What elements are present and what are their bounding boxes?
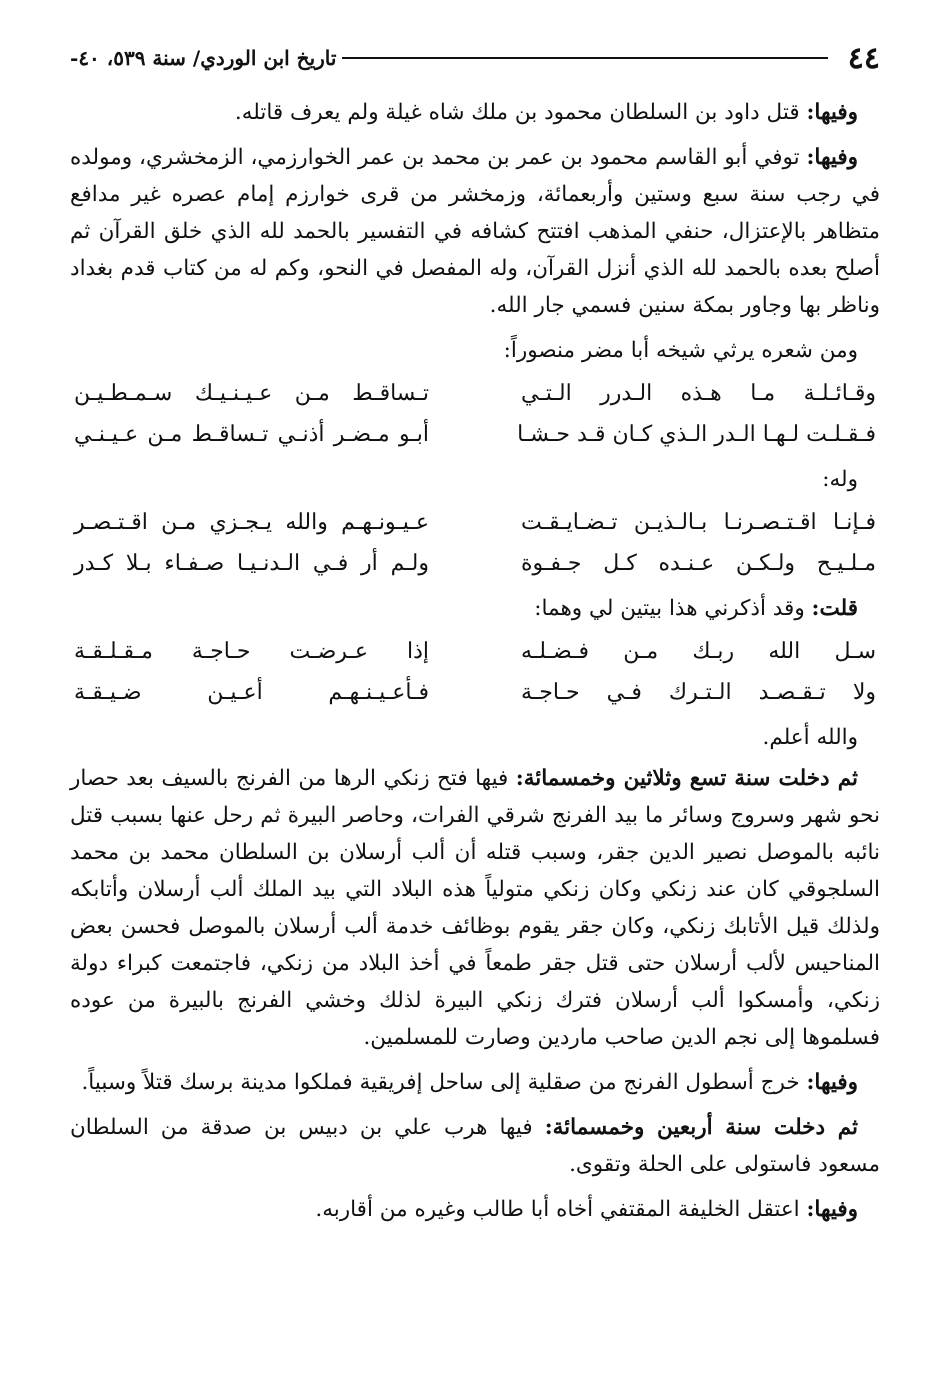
book-page xyxy=(70,36,880,1236)
paragraph xyxy=(70,1109,880,1183)
running-title: تاريخ ابن الوردي/ سنة ٥٣٩، ٤٠- xyxy=(70,46,337,70)
paragraph-text: قتل داود بن السلطان محمود بن ملك شاه غيلة ولم يعرف قاتله. xyxy=(234,100,807,125)
verse-first-hemistich: فـإنـا اقـتـصـرنـا بـالـذيـن تـضـايـقـت xyxy=(521,510,876,535)
verse-first-hemistich: سـل الله ربـك مـن فـضـلـه xyxy=(521,639,876,664)
verse-first-hemistich: مـلـيـح ولـكـن عـنـده كـل جـفـوة xyxy=(521,551,876,576)
poem-verse xyxy=(70,373,880,414)
paragraph xyxy=(70,1064,880,1101)
verse-second-hemistich: إذا عـرضـت حـاجـة مـقـلـقـة xyxy=(74,639,429,664)
paragraph-keyword: ثم دخلت سنة تسع وثلاثين وخمسمائة: xyxy=(515,766,858,791)
verse-first-hemistich: وقـائـلـة مـا هـذه الـدرر الـتـي xyxy=(521,381,876,406)
poem-intro: ومن شعره يرثي شيخه أبا مضر منصوراً: xyxy=(503,338,858,363)
paragraph-keyword: وفيها: xyxy=(806,1197,858,1222)
paragraph xyxy=(70,1191,880,1228)
verse-second-hemistich: ولـم أر فـي الـدنـيـا صـفـاء بـلا كـدر xyxy=(74,551,429,576)
page-number: ٤٤ xyxy=(847,40,880,76)
paragraph-text: وقد أذكرني هذا بيتين لي وهما: xyxy=(534,596,812,621)
poem-verse xyxy=(70,543,880,584)
poem-verse xyxy=(70,672,880,713)
paragraph-keyword: وفيها: xyxy=(806,100,858,125)
paragraph-text: فيها هرب علي بن دبيس بن صدقة من السلطان مسعود فاستولى على الحلة وتقوى. xyxy=(70,1115,880,1177)
paragraph-text: فيها فتح زنكي الرها من الفرنج بالسيف بعد حصار نحو شهر وسروج وسائر ما بيد الفرنج شرقي الفرات، وحاصر البيرة ثم رحل عنها بسبب قتل نائبه بالموصل نصير الدين جقر، وسبب قتله أن ألب أرسلان بن السلطان محمد بن محمد السلجوقي كان عند زنكي وكان زنكي متولياً هذه البلاد التي بيد الملك ألب أرسلان وأتابكه ولذلك قيل الأتابك زنكي، وكان جقر يقوم بوظائف خدمة ألب أرسلان بالموصل فحسن بعض المناحيس لألب أرسلان حتى قتل جقر طمعاً في أخذ البلاد من زنكي، فاجتمعت كبراء دولة زنكي، وأمسكوا ألب أرسلان فترك زنكي البيرة لذلك وخشي الفرنج بالبيرة من عوده فسلموها إلى نجم الدين صاحب ماردين وصارت للمسلمين. xyxy=(70,766,880,1050)
paragraph-keyword: وفيها: xyxy=(806,145,858,170)
paragraph xyxy=(70,94,880,131)
verse-second-hemistich: تـساقـط مـن عـيـنـيـك سـمـطـيـن xyxy=(74,381,429,406)
paragraph xyxy=(70,760,880,1056)
verse-second-hemistich: فـأعـيـنـهـم أعـيـن ضـيـقـة xyxy=(74,680,429,705)
page-body xyxy=(70,94,880,1228)
header-rule xyxy=(342,57,827,59)
poem-verse xyxy=(70,502,880,543)
paragraph-text: اعتقل الخليفة المقتفي أخاه أبا طالب وغيره من أقاربه. xyxy=(315,1197,807,1222)
verse-second-hemistich: عـيـونـهـم والله يـجـزي مـن اقـتـصـر xyxy=(74,510,429,535)
page-header xyxy=(70,36,880,80)
poem-verse xyxy=(70,631,880,672)
verse-first-hemistich: ولا تـقـصـد الـتـرك فـي حـاجـة xyxy=(521,680,876,705)
paragraph-text: خرج أسطول الفرنج من صقلية إلى ساحل إفريقية فملكوا مدينة برسك قتلاً وسبياً. xyxy=(81,1070,807,1095)
poem-intro: وله: xyxy=(822,467,858,492)
verse-first-hemistich: فـقـلـت لـهـا الـدر الـذي كـان قـد حـشـا xyxy=(517,422,876,447)
poem-closing: والله أعلم. xyxy=(762,725,858,750)
paragraph xyxy=(70,139,880,324)
poem-intro xyxy=(70,590,880,627)
paragraph-keyword: ثم دخلت سنة أربعين وخمسمائة: xyxy=(544,1115,858,1140)
paragraph-keyword: وفيها: xyxy=(806,1070,858,1095)
paragraph-keyword: قلت: xyxy=(811,596,858,621)
poem-verse xyxy=(70,414,880,455)
verse-second-hemistich: أبـو مـضـر أذنـي تـساقـط مـن عـيـنـي xyxy=(74,422,429,447)
paragraph-text: توفي أبو القاسم محمود بن عمر بن محمد بن عمر الخوارزمي، الزمخشري، ومولده في رجب سنة سبع وستين وأربعمائة، وزمخشر من قرى خوارزم إمام عصره غير مدافع متظاهر بالإعتزال، حنفي المذهب افتتح كشافه في التفسير بالحمد لله الذي خلق القرآن ثم أصلح بعده بالحمد لله الذي أنزل القرآن، وله المفصل في النحو، وكم له من كتاب قدم بغداد وناظر بها وجاور بمكة سنين فسمي جار الله. xyxy=(70,145,880,318)
